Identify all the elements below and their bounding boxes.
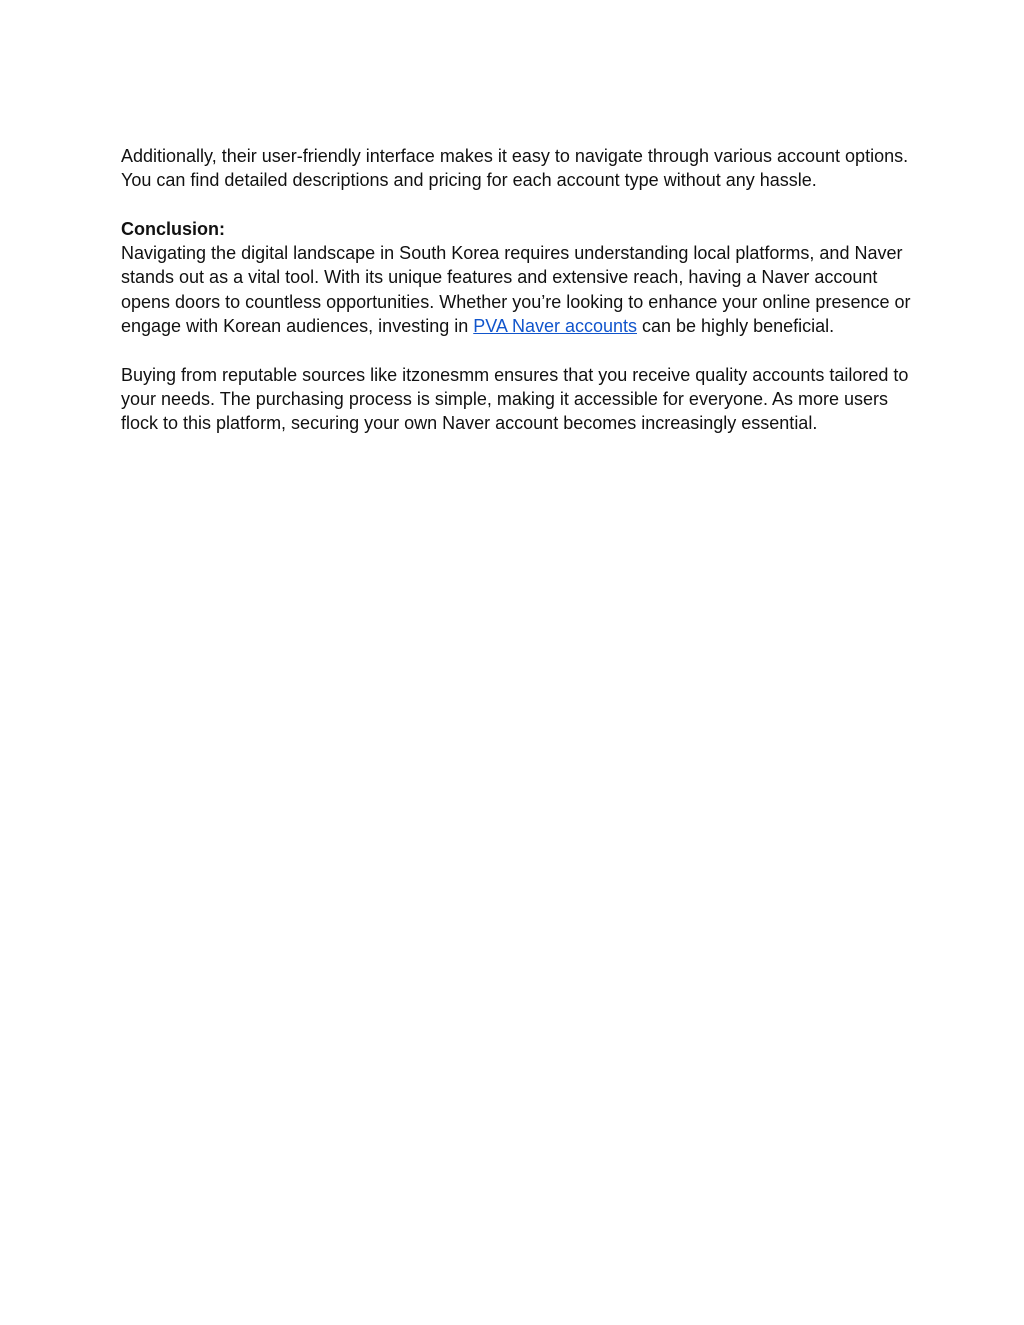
document-body <box>121 144 911 436</box>
conclusion-heading: Conclusion: <box>121 218 225 239</box>
paragraph-buying: Buying from reputable sources like itzonesmm ensures that you receive quality accounts tailored to your needs. The purchasing process is simple, making it accessible for everyone. As more users flock to this platform, securing your own Naver account becomes increasingly essential. <box>121 364 909 434</box>
conclusion-text-end: can be highly beneficial. <box>637 316 835 337</box>
paragraph-spacer <box>121 193 911 217</box>
paragraph-interface: Additionally, their user-friendly interface makes it easy to navigate through various account options. You can find detailed descriptions and pricing for each account type without any hassle. <box>121 146 909 191</box>
paragraph-conclusion <box>121 241 911 338</box>
conclusion-text-start: Navigating the digital landscape in South Korea requires understanding local platforms, and Naver stands out as a vital tool. With its unique features and extensive reach, having a Naver account opens doors to countless opportunities. Whether you’re looking to enhance your online presence or engage with Korean audiences, investing in <box>121 243 911 337</box>
paragraph-spacer <box>121 338 911 362</box>
pva-naver-accounts-link[interactable]: PVA Naver accounts <box>473 316 637 337</box>
